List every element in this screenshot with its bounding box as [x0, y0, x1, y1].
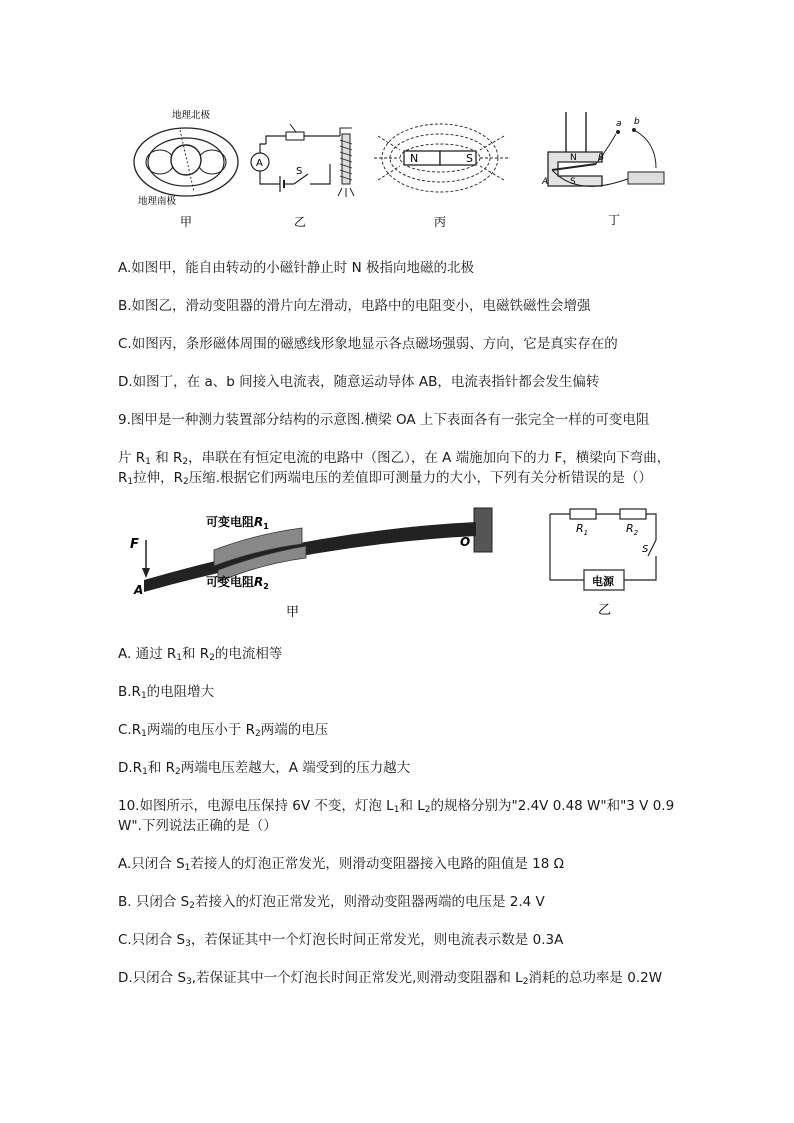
beam-end-a-label: A [134, 583, 144, 597]
fig-ding-caption: 丁 [608, 213, 621, 227]
conductor-b-label: B [598, 153, 605, 163]
terminal-b-label: b [634, 117, 640, 127]
q10-option-c: C.只闭合 $S_3$，若保证其中一个灯泡长时间正常发光，则电流表示数是 0.3A [118, 932, 564, 949]
force-f-label: F [130, 537, 139, 552]
south-pole-label: 地理南极 [138, 196, 177, 207]
power-source-label: 电源 [592, 575, 614, 588]
q10-stem-line2: W".下列说法正确的是（） [118, 818, 277, 834]
fig-yi-caption: 乙 [294, 215, 307, 229]
q10-stem-line1: 10.如图所示，电源电压保持 6V 不变，灯泡 $L_1$和 $L_2$的规格分别为"2.4V 0.48 W"和"3 V 0.9 [118, 798, 675, 815]
q9-option-a: A. 通过 $R_1$和 $R_2$的电流相等 [118, 646, 283, 663]
q9-option-c: $C.R_1$两端的电压小于 $R_2$两端的电压 [118, 722, 329, 739]
magnet-n-label: N [410, 152, 419, 165]
terminal-a-label: a [616, 119, 622, 129]
circuit-switch-label: S [642, 544, 649, 555]
q9-stem-line1: 9.图甲是一种测力装置部分结构的示意图.横梁 OA 上下表面各有一张完全一样的可变电阻 [118, 412, 650, 428]
fig-beam-force-gauge [126, 500, 500, 624]
switch-s-label: S [296, 166, 303, 177]
pivot-o-label: O [460, 535, 471, 549]
q9-option-d: $D.R_1$和 $R_2$两端电压差越大，A 端受到的压力越大 [118, 760, 411, 777]
fig-jia-caption: 甲 [180, 215, 193, 229]
circuit-r1-label: $R_1$ [576, 522, 589, 537]
q8-option-a: A.如图甲，能自由转动的小磁针静止时 N 极指向地磁的北极 [118, 260, 474, 276]
variable-r1-label: 可变电阻$R_1$ [206, 515, 269, 531]
q8-option-c: C.如图丙，条形磁体周围的磁感线形象地显示各点磁场强弱、方向，它是真实存在的 [118, 336, 618, 352]
q10-option-d: D.只闭合 $S_3$,若保证其中一个灯泡长时间正常发光,则滑动变阻器和 $L_2$消耗的总功率是 0.2W [118, 970, 663, 987]
fig-electromagnet-circuit [246, 106, 366, 232]
q9-stem-line2: 片 $R_1$ 和 $R_2$，串联在有恒定电流的电路中（图乙），在 A 端施加向下的力 F，横梁向下弯曲， [118, 450, 671, 467]
q10-option-b: B. 只闭合 $S_2$若接入的灯泡正常发光，则滑动变阻器两端的电压是 2.4 V [118, 894, 545, 911]
horseshoe-n-label: N [570, 153, 577, 163]
ammeter-symbol: A [256, 158, 263, 169]
fig-series-circuit [546, 504, 662, 620]
fig-earth-magnetism [128, 100, 248, 232]
q10-option-a: A.只闭合 $S_1$若接人的灯泡正常发光，则滑动变阻器接入电路的阻值是 18 Ω [118, 856, 564, 873]
fig-induction-apparatus [538, 112, 672, 232]
q9-option-b: $B.R_1$的电阻增大 [118, 684, 215, 701]
fig9-yi-caption: 乙 [598, 603, 612, 618]
fig9-jia-caption: 甲 [286, 605, 300, 620]
q8-option-b: B.如图乙，滑动变阻器的滑片向左滑动，电路中的电阻变小，电磁铁磁性会增强 [118, 298, 591, 314]
north-pole-label: 地理北极 [172, 110, 211, 121]
conductor-a-label: A [542, 177, 549, 187]
magnet-s-label: S [466, 152, 473, 165]
circuit-r2-label: $R_2$ [626, 522, 639, 537]
horseshoe-s-label: S [570, 177, 576, 187]
q9-stem-line3: $R_1$拉伸，$R_2$压缩.根据它们两端电压的差值即可测量力的大小，下列有关分析错误的是（） [118, 470, 653, 487]
fig-bar-magnet-field [370, 100, 512, 232]
q8-option-d: D.如图丁，在 a、b 间接入电流表，随意运动导体 AB，电流表指针都会发生偏转 [118, 374, 600, 390]
variable-r2-label: 可变电阻$R_2$ [206, 575, 269, 591]
fig-bing-caption: 丙 [434, 215, 447, 229]
